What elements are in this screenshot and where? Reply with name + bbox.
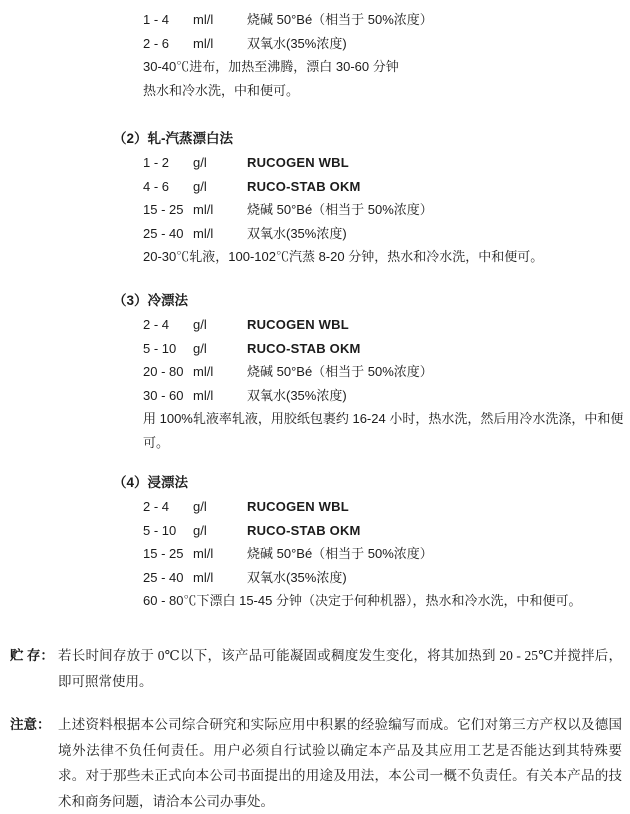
dose-description: 烧碱 50°Bé（相当于 50%浓度） xyxy=(247,12,433,27)
dose-description: 烧碱 50°Bé（相当于 50%浓度） xyxy=(247,364,433,379)
dose-quantity: 4 - 6 xyxy=(143,178,170,194)
dose-row xyxy=(143,360,626,384)
dose-quantity: 30 - 60 xyxy=(143,387,184,403)
dose-description: 双氧水(35%浓度) xyxy=(247,569,347,585)
dose-description: 烧碱 50°Bé（相当于 50%浓度） xyxy=(247,546,433,561)
process-note: 30-40℃进布，加热至沸腾，漂白 30-60 分钟 xyxy=(143,59,399,74)
dose-quantity: 2 - 6 xyxy=(143,35,170,51)
section-heading: （3）冷漂法 xyxy=(113,293,189,308)
dose-unit: g/l xyxy=(193,340,207,356)
dose-unit: g/l xyxy=(193,317,207,332)
dose-description: RUCO-STAB OKM xyxy=(247,340,361,356)
dose-unit: ml/l xyxy=(193,546,214,561)
dose-row xyxy=(143,8,626,32)
dose-row xyxy=(143,32,626,56)
dose-row xyxy=(143,175,626,199)
dose-quantity: 1 - 4 xyxy=(143,12,170,27)
dose-row xyxy=(143,222,626,246)
dose-row xyxy=(143,495,626,519)
dose-unit: ml/l xyxy=(193,12,214,27)
section-heading: （2）轧-汽蒸漂白法 xyxy=(113,131,234,146)
notice-block xyxy=(0,712,630,814)
dose-unit: ml/l xyxy=(193,225,214,241)
bleach-method-section-1 xyxy=(0,8,630,103)
dose-description: RUCO-STAB OKM xyxy=(247,178,361,194)
storage-block xyxy=(0,643,630,694)
dose-description: RUCOGEN WBL xyxy=(247,155,349,170)
dose-unit: ml/l xyxy=(193,387,214,403)
dose-quantity: 25 - 40 xyxy=(143,569,184,585)
dose-quantity: 2 - 4 xyxy=(143,499,170,514)
dose-description: 烧碱 50°Bé（相当于 50%浓度） xyxy=(247,202,433,217)
section-heading: （4）浸漂法 xyxy=(113,475,189,490)
bleach-method-section-4 xyxy=(0,471,630,613)
dose-row xyxy=(143,542,626,566)
dose-quantity: 2 - 4 xyxy=(143,317,170,332)
process-note: 60 - 80℃下漂白 15-45 分钟（决定于何种机器），热水和冷水洗，中和便可。 xyxy=(143,593,582,608)
dose-description: RUCOGEN WBL xyxy=(247,317,349,332)
bleach-method-section-3 xyxy=(0,289,630,455)
notice-label: 注意： xyxy=(10,717,51,732)
dose-description: 双氧水(35%浓度) xyxy=(247,35,347,51)
dose-quantity: 25 - 40 xyxy=(143,225,184,241)
dose-row xyxy=(143,566,626,590)
dose-quantity: 5 - 10 xyxy=(143,340,177,356)
dose-quantity: 15 - 25 xyxy=(143,546,184,561)
dose-unit: ml/l xyxy=(193,35,214,51)
process-note: 热水和冷水洗，中和便可。 xyxy=(143,83,300,98)
dose-unit: g/l xyxy=(193,499,207,514)
dose-unit: ml/l xyxy=(193,364,214,379)
process-note: 用 100%轧液率轧液，用胶纸包裹约 16-24 小时，热水洗，然后用冷水洗涤，中和便可。 xyxy=(143,411,624,450)
process-note: 20-30℃轧液，100-102℃汽蒸 8-20 分钟，热水和冷水洗，中和便可。 xyxy=(143,249,544,264)
dose-row xyxy=(143,151,626,175)
dose-row xyxy=(143,384,626,408)
dose-quantity: 15 - 25 xyxy=(143,202,184,217)
dose-description: RUCO-STAB OKM xyxy=(247,522,361,538)
dose-unit: ml/l xyxy=(193,202,214,217)
storage-label: 贮 存： xyxy=(10,648,54,663)
dose-quantity: 20 - 80 xyxy=(143,364,184,379)
storage-text: 若长时间存放于 0℃以下，该产品可能凝固或稠度发生变化，将其加热到 20 - 25℃并搅拌后，即可照常使用。 xyxy=(58,648,622,689)
dose-row xyxy=(143,337,626,361)
notice-text: 上述资料根据本公司综合研究和实际应用中积累的经验编写而成。它们对第三方产权以及德国境外法律不负任何责任。用户必须自行试验以确定本产品及其应用工艺是否能达到其特殊要求。对于那些未正式向本公司书面提出的用途及用法，本公司一概不负责任。有关本产品的技术和商务问题，请洽本公司办事处。 xyxy=(58,717,622,809)
dose-description: 双氧水(35%浓度) xyxy=(247,387,347,403)
dose-unit: g/l xyxy=(193,178,207,194)
dose-unit: ml/l xyxy=(193,569,214,585)
dose-unit: g/l xyxy=(193,155,207,170)
dose-row xyxy=(143,519,626,543)
dose-description: 双氧水(35%浓度) xyxy=(247,225,347,241)
dose-description: RUCOGEN WBL xyxy=(247,499,349,514)
dose-unit: g/l xyxy=(193,522,207,538)
dose-row xyxy=(143,198,626,222)
dose-quantity: 1 - 2 xyxy=(143,155,170,170)
bleach-method-section-2 xyxy=(0,127,630,269)
dose-row xyxy=(143,313,626,337)
dose-quantity: 5 - 10 xyxy=(143,522,177,538)
